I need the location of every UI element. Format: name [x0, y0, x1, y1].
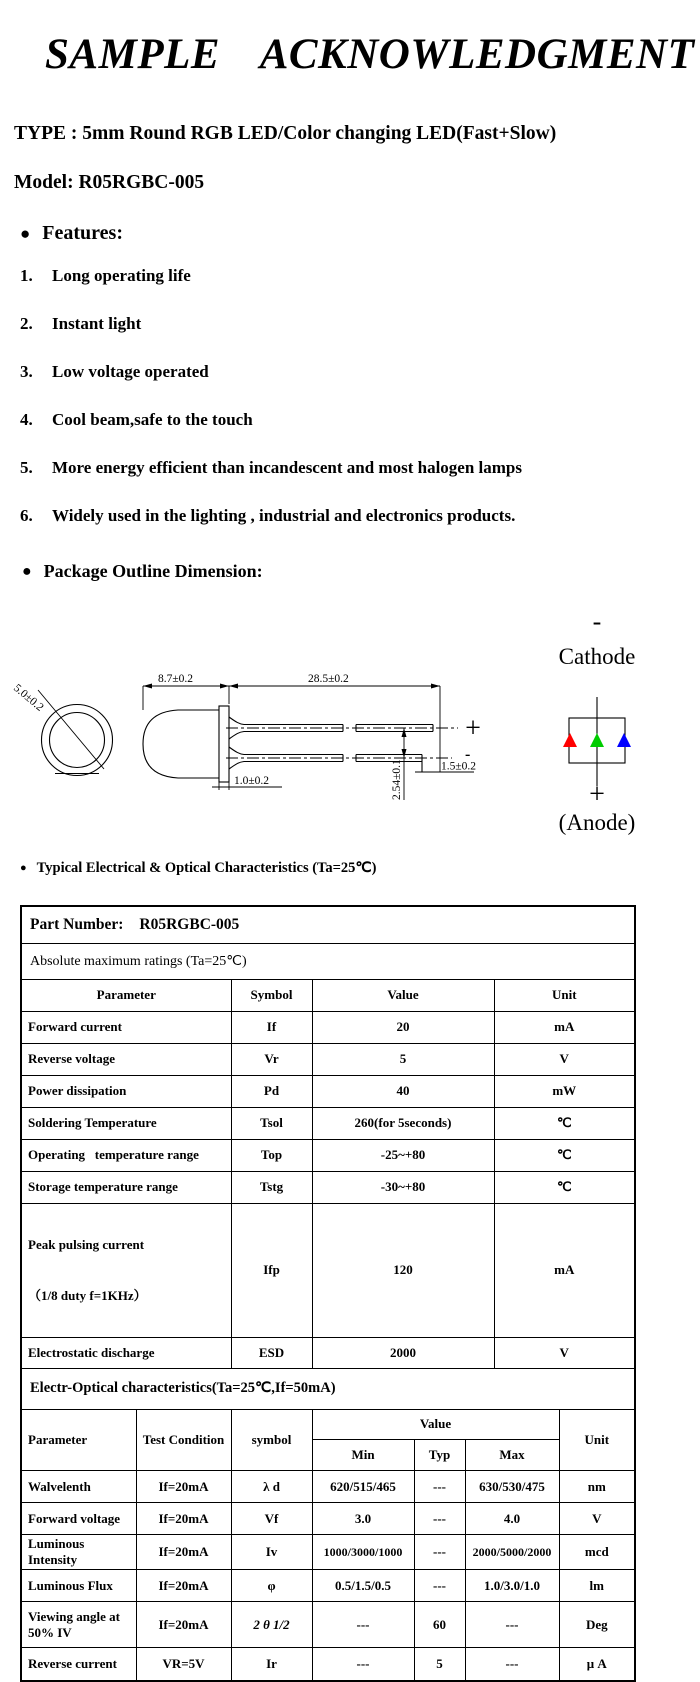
col-header-value: Value — [312, 980, 494, 1011]
cell-symbol: φ — [231, 1570, 312, 1602]
schematic-plus-sign: + — [589, 779, 605, 810]
cell-parameter: Luminous Intensity — [22, 1535, 136, 1570]
cell-unit: ℃ — [494, 1107, 634, 1139]
cell-parameter: Electrostatic discharge — [22, 1337, 231, 1368]
dim-body-length: 8.7±0.2 — [158, 673, 194, 685]
cell-value: -30~+80 — [312, 1171, 494, 1203]
feature-text: Low voltage operated — [52, 362, 209, 381]
green-led-symbol — [590, 733, 604, 747]
col-header-test-condition: Test Condition — [136, 1410, 231, 1471]
bullet-icon: ● — [20, 224, 31, 243]
cell-condition: If=20mA — [136, 1602, 231, 1648]
anode-plus-sign: + — [465, 713, 481, 744]
cell-parameter — [22, 1203, 231, 1337]
cell-typ: 5 — [414, 1648, 465, 1680]
dim-lead-tip: 1.5±0.2 — [441, 760, 477, 773]
feature-number: 2. — [20, 314, 33, 333]
cell-typ: --- — [414, 1503, 465, 1535]
feature-number: 6. — [20, 506, 33, 525]
model-line: Model: R05RGBC-005 — [14, 172, 205, 193]
cell-symbol: ESD — [231, 1337, 312, 1368]
lens-outer-circle — [42, 705, 113, 776]
dim-arrow — [229, 684, 238, 689]
col-header-value: Value — [312, 1410, 559, 1440]
col-header-typ: Typ — [414, 1440, 465, 1471]
feature-item — [20, 266, 191, 286]
table-row — [22, 1203, 634, 1337]
part-number-row — [22, 907, 634, 944]
cell-unit: V — [494, 1337, 634, 1368]
table-row — [22, 1503, 634, 1535]
cell-condition: If=20mA — [136, 1535, 231, 1570]
cell-value: -25~+80 — [312, 1139, 494, 1171]
table-row — [22, 1011, 634, 1043]
cell-symbol: Tsol — [231, 1107, 312, 1139]
col-header-symbol: symbol — [231, 1410, 312, 1471]
table-header-row — [22, 1410, 634, 1440]
absolute-ratings-heading-row — [22, 944, 634, 980]
cell-value: 20 — [312, 1011, 494, 1043]
part-number-value: R05RGBC-005 — [139, 916, 240, 933]
feature-text: Instant light — [52, 314, 142, 333]
bullet-icon: ● — [22, 562, 32, 580]
feature-item — [20, 410, 253, 430]
cell-condition: If=20mA — [136, 1471, 231, 1503]
feature-text: Long operating life — [52, 266, 191, 285]
cell-symbol: Top — [231, 1139, 312, 1171]
dim-arrow — [143, 684, 152, 689]
col-header-max: Max — [465, 1440, 559, 1471]
cell-parameter: Power dissipation — [22, 1075, 231, 1107]
led-dome-body — [143, 710, 219, 778]
cell-parameter: Reverse voltage — [22, 1043, 231, 1075]
features-heading-label: Features: — [42, 222, 123, 244]
page-title: SAMPLE ACKNOWLEDGMENT — [45, 31, 695, 78]
dim-arrow — [402, 728, 407, 737]
cell-unit: lm — [559, 1570, 634, 1602]
table-row — [22, 1471, 634, 1503]
cell-max: --- — [465, 1602, 559, 1648]
cell-symbol: If — [231, 1011, 312, 1043]
cell-symbol: Vr — [231, 1043, 312, 1075]
col-header-unit: Unit — [494, 980, 634, 1011]
table-row — [22, 1043, 634, 1075]
dim-lead-pitch: 2.54±0.1 — [391, 759, 403, 800]
table-header-row — [22, 980, 634, 1011]
cell-symbol: Iv — [231, 1535, 312, 1570]
led-flange — [219, 706, 229, 782]
cell-condition: If=20mA — [136, 1503, 231, 1535]
cell-parameter: Luminous Flux — [22, 1570, 136, 1602]
cell-parameter: Forward current — [22, 1011, 231, 1043]
features-heading — [20, 222, 123, 245]
led-side-view — [143, 673, 481, 800]
cell-parameter: Walvelenth — [22, 1471, 136, 1503]
feature-number: 5. — [20, 458, 33, 477]
cell-condition: VR=5V — [136, 1648, 231, 1680]
cell-unit: mcd — [559, 1535, 634, 1570]
cell-parameter: Reverse current — [22, 1648, 136, 1680]
cell-value: 2000 — [312, 1337, 494, 1368]
dim-arrow — [402, 749, 407, 758]
schematic-minus-sign: - — [592, 607, 602, 636]
cell-symbol: Ir — [231, 1648, 312, 1680]
dim-lead-length: 28.5±0.2 — [308, 673, 349, 685]
cell-unit: ℃ — [494, 1139, 634, 1171]
dim-lens-diameter: 5.0±0.2 — [11, 682, 46, 714]
cell-min: 620/515/465 — [312, 1471, 414, 1503]
cell-max: 4.0 — [465, 1503, 559, 1535]
cell-typ: 60 — [414, 1602, 465, 1648]
characteristics-heading — [20, 860, 377, 877]
cell-unit: ℃ — [494, 1171, 634, 1203]
cell-typ: --- — [414, 1471, 465, 1503]
cell-value: 40 — [312, 1075, 494, 1107]
cell-value: 120 — [312, 1203, 494, 1337]
table-row — [22, 1075, 634, 1107]
cell-unit: mW — [494, 1075, 634, 1107]
cell-typ: --- — [414, 1535, 465, 1570]
feature-item — [20, 506, 515, 526]
cell-symbol: Tstg — [231, 1171, 312, 1203]
col-header-parameter: Parameter — [22, 1410, 136, 1471]
characteristics-heading-label: Typical Electrical & Optical Characteristics (Ta=25℃) — [36, 860, 377, 876]
cell-min: 3.0 — [312, 1503, 414, 1535]
feature-item — [20, 362, 209, 382]
feature-text: Cool beam,safe to the touch — [52, 410, 253, 429]
cell-min: --- — [312, 1602, 414, 1648]
feature-text: Widely used in the lighting , industrial and electronics products. — [52, 506, 516, 525]
cell-symbol: λ d — [231, 1471, 312, 1503]
table-row — [22, 1139, 634, 1171]
cell-unit: mA — [494, 1203, 634, 1337]
cell-max: 630/530/475 — [465, 1471, 559, 1503]
parameter-line1: Peak pulsing current — [28, 1236, 145, 1252]
dim-arrow — [431, 684, 440, 689]
electro-optical-label: Electr-Optical characteristics(Ta=25℃,If=50mA) — [30, 1380, 336, 1396]
cell-unit: nm — [559, 1471, 634, 1503]
absolute-ratings-table — [22, 980, 634, 1369]
cell-max: 1.0/3.0/1.0 — [465, 1570, 559, 1602]
cell-symbol: 2 θ 1/2 — [231, 1602, 312, 1648]
table-row — [22, 1337, 634, 1368]
cell-unit: mA — [494, 1011, 634, 1043]
table-row — [22, 1648, 634, 1680]
part-number-label: Part Number: — [30, 916, 124, 933]
parameter-line2: （1/8 duty f=1KHz） — [28, 1287, 147, 1303]
col-header-symbol: Symbol — [231, 980, 312, 1011]
type-line: TYPE : 5mm Round RGB LED/Color changing LED(Fast+Slow) — [14, 123, 557, 144]
cell-min: 0.5/1.5/0.5 — [312, 1570, 414, 1602]
feature-item — [20, 314, 141, 334]
package-outline-diagram — [0, 590, 700, 842]
cell-min: 1000/3000/1000 — [312, 1535, 414, 1570]
bullet-icon: ● — [20, 862, 27, 874]
cell-min: --- — [312, 1648, 414, 1680]
cell-parameter: Operating temperature range — [22, 1139, 231, 1171]
cell-value: 5 — [312, 1043, 494, 1075]
col-header-min: Min — [312, 1440, 414, 1471]
anode-label: (Anode) — [558, 810, 636, 835]
electro-optical-table — [22, 1410, 634, 1680]
col-header-unit: Unit — [559, 1410, 634, 1471]
table-row — [22, 1171, 634, 1203]
feature-number: 4. — [20, 410, 33, 429]
cell-symbol: Vf — [231, 1503, 312, 1535]
cell-typ: --- — [414, 1570, 465, 1602]
cathode-minus-sign: - — [465, 746, 471, 763]
col-header-parameter: Parameter — [22, 980, 231, 1011]
polarity-schematic — [559, 607, 636, 835]
cell-unit: V — [494, 1043, 634, 1075]
cathode-label: Cathode — [558, 644, 636, 669]
cell-parameter: Forward voltage — [22, 1503, 136, 1535]
blue-led-symbol — [617, 733, 631, 747]
table-row — [22, 1570, 634, 1602]
cell-max: --- — [465, 1648, 559, 1680]
feature-text: More energy efficient than incandescent and most halogen lamps — [52, 458, 522, 477]
cell-unit: Deg — [559, 1602, 634, 1648]
electro-optical-heading-row — [22, 1369, 634, 1410]
feature-number: 1. — [20, 266, 33, 285]
led-top-view — [11, 682, 112, 775]
red-led-symbol — [563, 733, 577, 747]
package-heading — [22, 561, 263, 582]
dim-arrow — [220, 684, 229, 689]
table-row — [22, 1602, 634, 1648]
package-heading-label: Package Outline Dimension: — [43, 561, 263, 581]
cell-parameter: Soldering Temperature — [22, 1107, 231, 1139]
feature-item — [20, 458, 522, 478]
cell-symbol: Ifp — [231, 1203, 312, 1337]
absolute-ratings-label: Absolute maximum ratings (Ta=25℃) — [30, 954, 247, 969]
table-row — [22, 1535, 634, 1570]
diameter-line — [38, 690, 104, 769]
cell-symbol: Pd — [231, 1075, 312, 1107]
table-row — [22, 1107, 634, 1139]
cell-parameter: Viewing angle at 50% IV — [22, 1602, 136, 1648]
dim-flange-thickness: 1.0±0.2 — [234, 775, 270, 787]
feature-number: 3. — [20, 362, 33, 381]
cell-unit: V — [559, 1503, 634, 1535]
cell-parameter: Storage temperature range — [22, 1171, 231, 1203]
cell-value: 260(for 5seconds) — [312, 1107, 494, 1139]
cell-unit: μ A — [559, 1648, 634, 1680]
cell-max: 2000/5000/2000 — [465, 1535, 559, 1570]
spec-table-container — [20, 905, 636, 1682]
cell-condition: If=20mA — [136, 1570, 231, 1602]
